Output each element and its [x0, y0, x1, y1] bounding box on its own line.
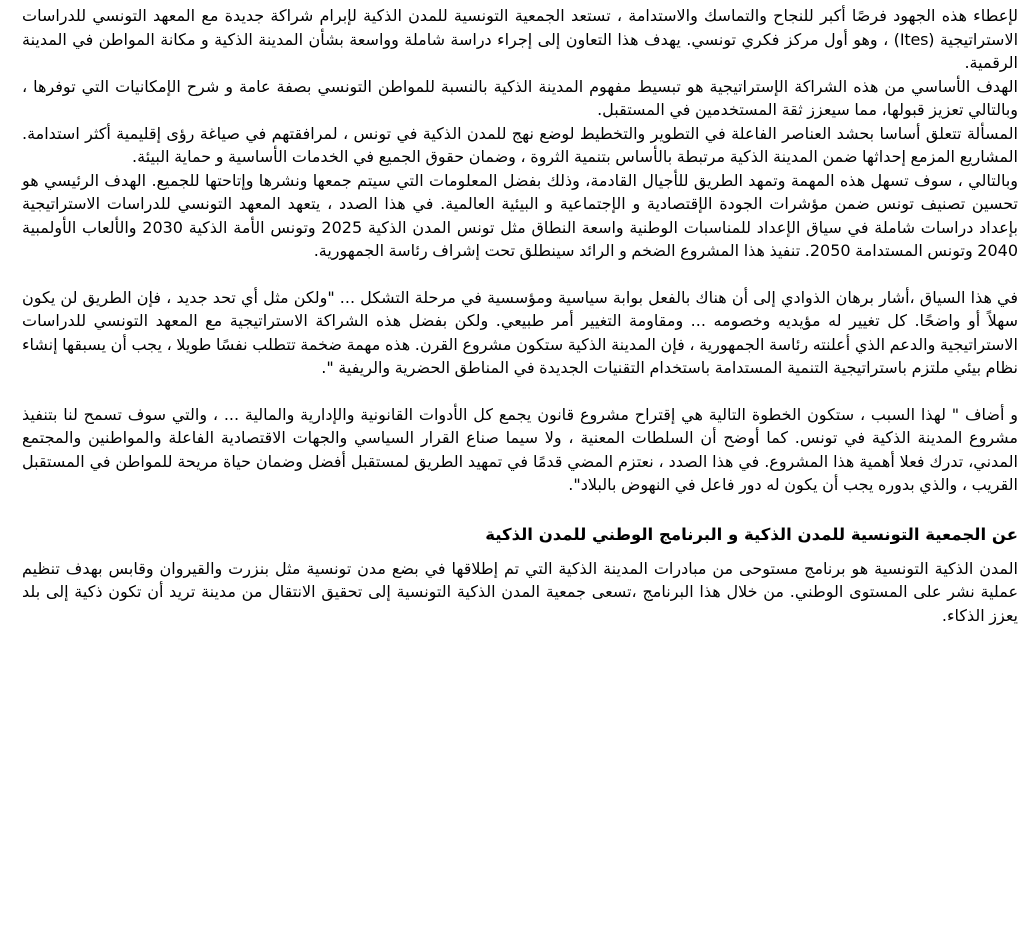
paragraph-objective: الهدف الأساسي من هذه الشراكة الإستراتيجية هو تبسيط مفهوم المدينة الذكية بالنسبة للمواطن التونسي بصفة عامة و شرح الإمكانيات التي توفرها ، وبالتالي تعزيز قبولها، مما سيعزز ثقة المستخدمين في المستقبل.: [22, 76, 1018, 119]
paragraph-about-program: المدن الذكية التونسية هو برنامج مستوحى من مبادرات المدينة الذكية التي تم إطلاقها في بضع مدن تونسية مثل بنزرت والقيروان وقابس بهدف تنظيم عملية نشر على المستوى الوطني. من خلال هذا البرنامج ،تسعى جمعية المدن الذكية التونسية إلى تحقيق الانتقال من مدينة تريد أن تكون ذكية إلى بلد يعزز الذكاء.: [22, 558, 1018, 625]
paragraph-quote-context: في هذا السياق ،أشار برهان الذوادي إلى أن هناك بالفعل بوابة سياسية ومؤسسية في مرحلة التشكل ... "ولكن مثل أي تحد جديد ، فإن الطريق لن يكون سهلاً أو واضحًا. كل تغيير له مؤيديه وخصومه ... ومقاومة التغيير أمر طبيعي. ولكن بفضل هذه الشراكة الاستراتيجية مع المعهد التونسي للدراسات الاستراتيجية والدعم الذي أعلنته رئاسة الجمهورية ، فإن المدينة الذكية ستكون مشروع القرن. هذه مهمة ضخمة تتطلب نفسًا طويلا ، يجب أن يسبقها إنشاء نظام بيئي ملتزم باستراتيجية التنمية المستدامة باستخدام التقنيات الجديدة في المناطق الحضرية والريفية ".: [22, 287, 1018, 377]
paragraph-partnership: لإعطاء هذه الجهود فرصًا أكبر للنجاح والتماسك والاستدامة ، تستعد الجمعية التونسية للمدن الذكية لإبرام شراكة جديدة مع المعهد التونسي للدراسات الاستراتيجية (Ites) ، وهو أول مركز فكري تونسي. يهدف هذا التعاون إلى إجراء دراسة شاملة وواسعة بشأن المدينة الذكية و مكانة المواطن في المدينة الرقمية.: [22, 6, 1019, 72]
paragraph-spacer: [22, 497, 1018, 517]
paragraph-mobilization: المسألة تتعلق أساسا بحشد العناصر الفاعلة في التطوير والتخطيط لوضع نهج للمدن الذكية في تونس ، لمرافقتهم في صياغة رؤى إقليمية أكثر استدامة. المشاريع المزمع إحداثها ضمن المدينة الذكية مرتبطة بالأساس بتنمية الثروة ، وضمان حقوق الجميع في الخدمات الأساسية و حماية البيئة.: [22, 123, 1018, 166]
paragraph-quote-law-proposal: و أضاف " لهذا السبب ، ستكون الخطوة التالية هي إقتراح مشروع قانون يجمع كل الأدوات القانونية والإدارية والمالية ... ، والتي سوف تسمح لنا بتنفيذ مشروع المدينة الذكية في تونس. كما أوضح أن السلطات المعنية ، ولا سيما صناع القرار السياسي والجهات الاقتصادية الفاعلة والمواطنين والمجتمع المدني، تدرك فعلا أهمية هذا المشروع. في هذا الصدد ، نعتزم المضي قدمًا في تمهيد الطريق لمستقبل أفضل وضمان حياة مريحة للمواطن في المستقبل القريب ، والذي بدوره يجب أن يكون له دور فاعل في النهوض بالبلاد".: [22, 404, 1018, 494]
paragraph-spacer: [22, 263, 1018, 286]
paragraph-spacer: [22, 380, 1018, 403]
paragraph-national-events: وبالتالي ، سوف تسهل هذه المهمة وتمهد الطريق للأجيال القادمة، وذلك بفضل المعلومات التي سيتم جمعها ونشرها وإتاحتها للجميع. الهدف الرئيسي هو تحسين تصنيف تونس ضمن مؤشرات الجودة الإقتصادية و الإجتماعية و البيئية العالمية. في هذا الصدد ، يتعهد المعهد التونسي للدراسات الاستراتيجية بإعداد دراسات شاملة في سياق الإعداد للمناسبات الوطنية واسعة النطاق مثل تونس المدن الذكية 2025 وتونس الأمة الذكية 2030 والألعاب الأولمبية 2040 وتونس المستدامة 2050. تنفيذ هذا المشروع الضخم و الرائد سينطلق تحت إشراف رئاسة الجمهورية.: [22, 170, 1019, 260]
section-heading: عن الجمعية التونسية للمدن الذكية و البرنامج الوطني للمدن الذكية: [485, 524, 1018, 544]
